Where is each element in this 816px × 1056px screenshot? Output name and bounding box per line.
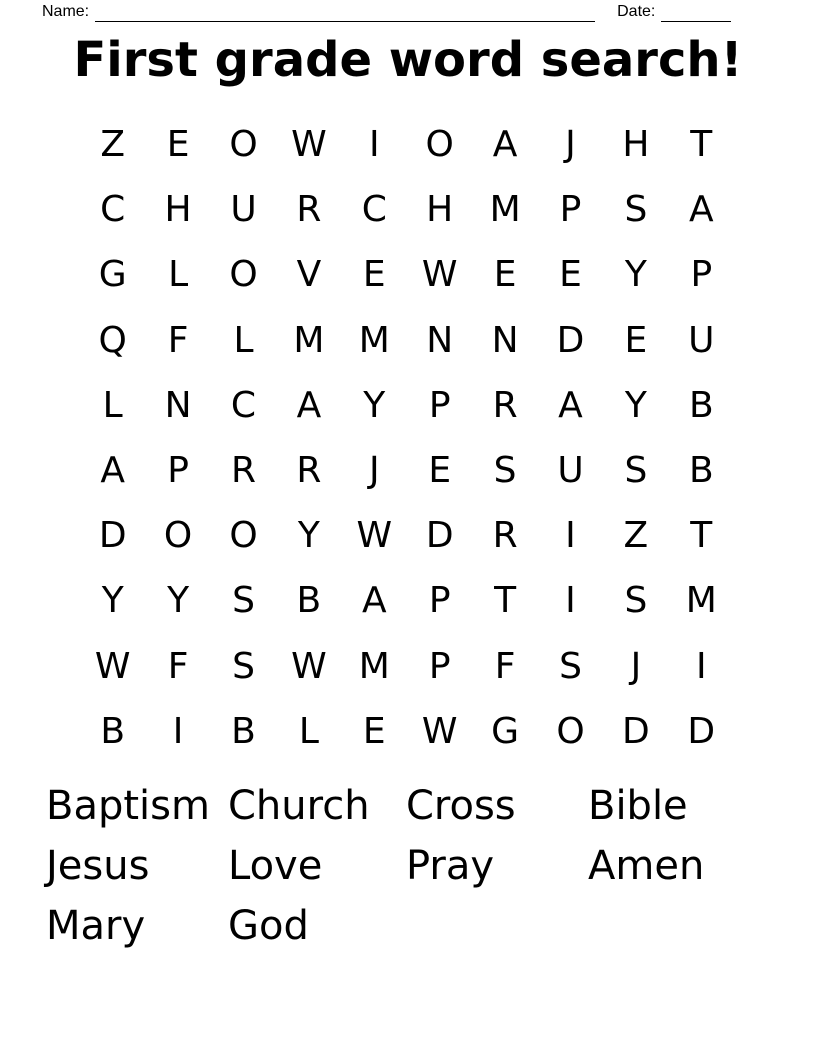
grid-letter: W xyxy=(356,515,393,557)
word-list-item: Bible xyxy=(588,783,688,829)
grid-letter: S xyxy=(624,580,648,622)
grid-letter: S xyxy=(493,450,517,492)
grid-letter: G xyxy=(491,710,520,752)
word-list-item: Love xyxy=(228,843,323,889)
grid-letter: M xyxy=(293,319,325,361)
grid-letter: W xyxy=(94,645,131,687)
grid-letter: A xyxy=(492,124,518,166)
grid-letter: A xyxy=(296,384,322,426)
date-fill-line xyxy=(661,4,731,22)
word-list-item: Cross xyxy=(406,783,516,829)
grid-letter: T xyxy=(690,124,713,166)
grid-letter: D xyxy=(556,319,585,361)
worksheet-header xyxy=(42,2,774,22)
grid-letter: J xyxy=(565,124,576,166)
grid-letter: D xyxy=(425,515,454,557)
grid-letter: L xyxy=(168,254,189,296)
grid-letter: D xyxy=(98,515,127,557)
grid-letter: E xyxy=(428,450,452,492)
page-title: First grade word search! xyxy=(73,32,743,88)
grid-letter: Y xyxy=(363,384,386,426)
grid-letter: C xyxy=(230,384,257,426)
grid-letter: I xyxy=(172,710,184,752)
name-fill-line xyxy=(95,4,595,22)
grid-letter: R xyxy=(296,189,322,231)
grid-letter: Y xyxy=(167,580,190,622)
grid-letter: A xyxy=(558,384,583,426)
grid-letter: G xyxy=(98,254,127,296)
grid-letter: Y xyxy=(101,580,124,622)
grid-letter: M xyxy=(685,580,717,622)
grid-letter: B xyxy=(100,710,126,752)
grid-letter: C xyxy=(361,189,387,231)
grid-letter: O xyxy=(425,124,454,166)
word-list xyxy=(46,776,770,956)
grid-letter: O xyxy=(556,710,585,752)
grid-letter: P xyxy=(167,450,189,492)
grid-letter: P xyxy=(428,384,451,426)
grid-letter: L xyxy=(233,319,254,361)
grid-letter: W xyxy=(291,645,327,687)
name-label: Name: xyxy=(42,3,90,20)
grid-letter: E xyxy=(493,254,517,296)
grid-letter: B xyxy=(231,710,256,752)
grid-letter: S xyxy=(232,580,255,622)
grid-letter: I xyxy=(565,580,576,622)
grid-letter: J xyxy=(368,450,380,492)
grid-letter: Q xyxy=(98,319,127,361)
grid-letter: N xyxy=(491,319,519,361)
word-list-item: Amen xyxy=(588,843,705,889)
grid-letter: I xyxy=(695,645,707,687)
grid-letter: U xyxy=(230,189,257,231)
word-list-item: Mary xyxy=(46,903,146,949)
grid-letter: P xyxy=(559,189,582,231)
grid-letter: F xyxy=(494,645,516,687)
grid-letter: H xyxy=(164,189,192,231)
date-label: Date: xyxy=(617,3,656,20)
grid-letter: A xyxy=(361,580,387,622)
grid-letter: E xyxy=(559,254,582,296)
grid-letter: O xyxy=(229,515,258,557)
word-list-item: Church xyxy=(228,783,370,829)
grid-letter: L xyxy=(298,710,319,752)
grid-letter: H xyxy=(426,189,454,231)
grid-letter: M xyxy=(358,645,390,687)
grid-letter: E xyxy=(166,124,190,166)
grid-letter: Z xyxy=(100,124,126,166)
grid-letter: P xyxy=(428,645,451,687)
grid-letter: M xyxy=(358,319,390,361)
word-list-item: Pray xyxy=(406,843,495,889)
grid-letter: N xyxy=(426,319,454,361)
grid-letter: S xyxy=(232,645,255,687)
grid-letter: F xyxy=(167,645,189,687)
grid-letter: N xyxy=(164,384,192,426)
grid-letter: W xyxy=(291,124,327,166)
grid-letter: Y xyxy=(624,384,647,426)
letter-grid xyxy=(80,112,734,764)
grid-letter: T xyxy=(690,515,713,557)
grid-letter: R xyxy=(230,450,256,492)
grid-letter: D xyxy=(622,710,650,752)
grid-letter: Y xyxy=(624,254,647,296)
grid-letter: B xyxy=(688,450,714,492)
grid-letter: B xyxy=(688,384,714,426)
grid-letter: V xyxy=(296,254,322,296)
grid-letter: O xyxy=(229,254,258,296)
grid-letter: E xyxy=(362,254,386,296)
word-list-item: Jesus xyxy=(46,843,150,889)
grid-letter: T xyxy=(494,580,517,622)
grid-letter: E xyxy=(624,319,648,361)
word-list-item: Baptism xyxy=(46,783,210,829)
grid-letter: O xyxy=(163,515,193,557)
grid-letter: S xyxy=(624,450,648,492)
grid-letter: R xyxy=(492,384,518,426)
grid-letter: M xyxy=(489,189,521,231)
grid-letter: Z xyxy=(623,515,649,557)
grid-letter: B xyxy=(296,580,322,622)
grid-letter: P xyxy=(428,580,451,622)
grid-letter: H xyxy=(622,124,650,166)
grid-letter: R xyxy=(296,450,322,492)
grid-letter: W xyxy=(421,710,458,752)
grid-letter: O xyxy=(229,124,258,166)
grid-letter: S xyxy=(624,189,648,231)
grid-letter: W xyxy=(421,254,458,296)
grid-letter: C xyxy=(100,189,126,231)
grid-letter: L xyxy=(102,384,123,426)
grid-letter: I xyxy=(368,124,380,166)
grid-letter: U xyxy=(688,319,715,361)
grid-letter: Y xyxy=(297,515,320,557)
grid-letter: D xyxy=(687,710,716,752)
grid-letter: F xyxy=(167,319,189,361)
grid-letter: U xyxy=(557,450,584,492)
grid-letter: A xyxy=(688,189,714,231)
grid-letter: E xyxy=(362,710,386,752)
grid-letter: S xyxy=(559,645,582,687)
word-list-item: God xyxy=(228,903,309,949)
grid-letter: R xyxy=(492,515,518,557)
grid-letter: A xyxy=(100,450,126,492)
grid-letter: I xyxy=(565,515,576,557)
grid-letter: J xyxy=(630,645,642,687)
grid-letter: P xyxy=(690,254,713,296)
